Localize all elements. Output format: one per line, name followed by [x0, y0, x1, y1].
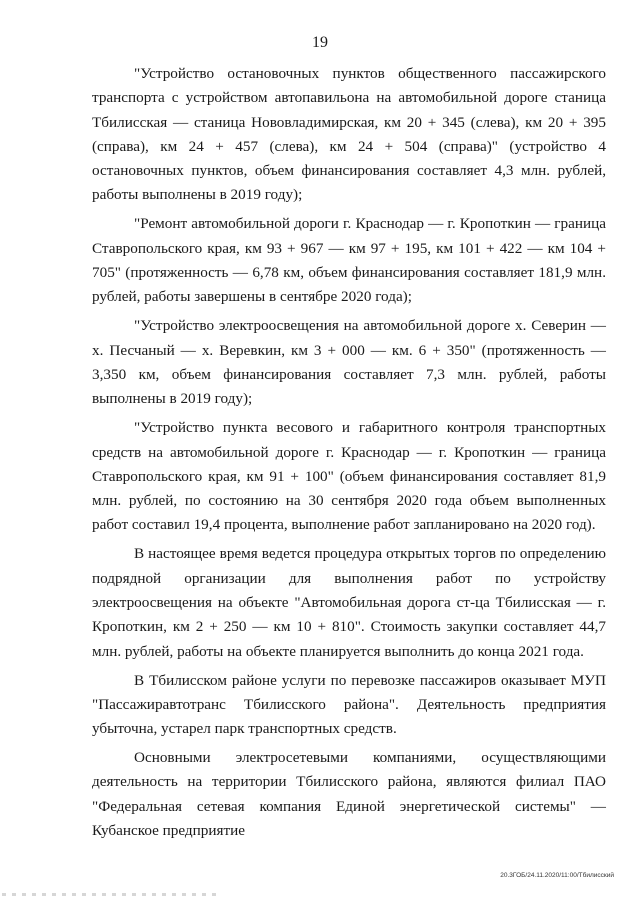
document-body [92, 62, 606, 848]
paragraph-road-repair: "Ремонт автомобильной дороги г. Краснодар — г. Кропоткин — граница Ставропольского края, км 93 + 967 — км 97 + 195, км 101 + 422 — км 104 + 705" (протяженность — 6,78 км, объем финансирования составляет 181,9 млн. рублей, работы завершены в сентябре 2020 года); [92, 215, 606, 306]
paragraph-passenger-transport: В Тбилисском районе услуги по перевозке пассажиров оказывает МУП "Пассажиравтотранс Тбилисского района". Деятельность предприятия убыточна, устарел парк транспортных средств. [92, 671, 606, 738]
paragraph-bus-stops: "Устройство остановочных пунктов общественного пассажирского транспорта с устройством автопавильона на автомобильной дороге станица Тбилисская — станица Нововладимирская, км 20 + 345 (слева), км 20 + 395 (справа), км 24 + 457 (слева), км 24 + 504 (справа)" (устройство 4 остановочных пунктов, объем финансирования составляет 4,3 млн. рублей, работы выполнены в 2019 году); [92, 65, 606, 204]
footer-stamp: 20.3ГОБ/24.11.2020/11:00/Тбилисский [500, 872, 614, 879]
page-number: 19 [312, 34, 328, 51]
paragraph-tender: В настоящее время ведется процедура открытых торгов по определению подрядной организации для выполнения работ по устройству электроосвещения на объекте "Автомобильная дорога ст-ца Тбилисская — г. Кропоткин, км 2 + 250 — км 10 + 810". Стоимость закупки составляет 44,7 млн. рублей, работы на объекте планируется выполнить до конца 2021 года. [92, 545, 606, 660]
paragraph-power-grid: Основными электросетевыми компаниями, осуществляющими деятельность на территории Тбилисского района, являются филиал ПАО "Федеральная сетевая компания Единой энергетической системы" — Кубанское предприятие [92, 749, 606, 840]
paragraph-weight-control: "Устройство пункта весового и габаритного контроля транспортных средств на автомобильной дороге г. Краснодар — г. Кропоткин — граница Ставропольского края, км 91 + 100" (объем финансирования составляет 81,9 млн. рублей, по состоянию на 30 сентября 2020 года объем выполненных работ составил 19,4 процента, выполнение работ запланировано на 2020 год). [92, 419, 606, 534]
scan-artifact-divider [2, 893, 222, 896]
paragraph-street-lighting: "Устройство электроосвещения на автомобильной дороге х. Северин — х. Песчаный — х. Веревкин, км 3 + 000 — км. 6 + 350" (протяженность — 3,350 км, объем финансирования составляет 7,3 млн. рублей, работы выполнены в 2019 году); [92, 317, 606, 408]
